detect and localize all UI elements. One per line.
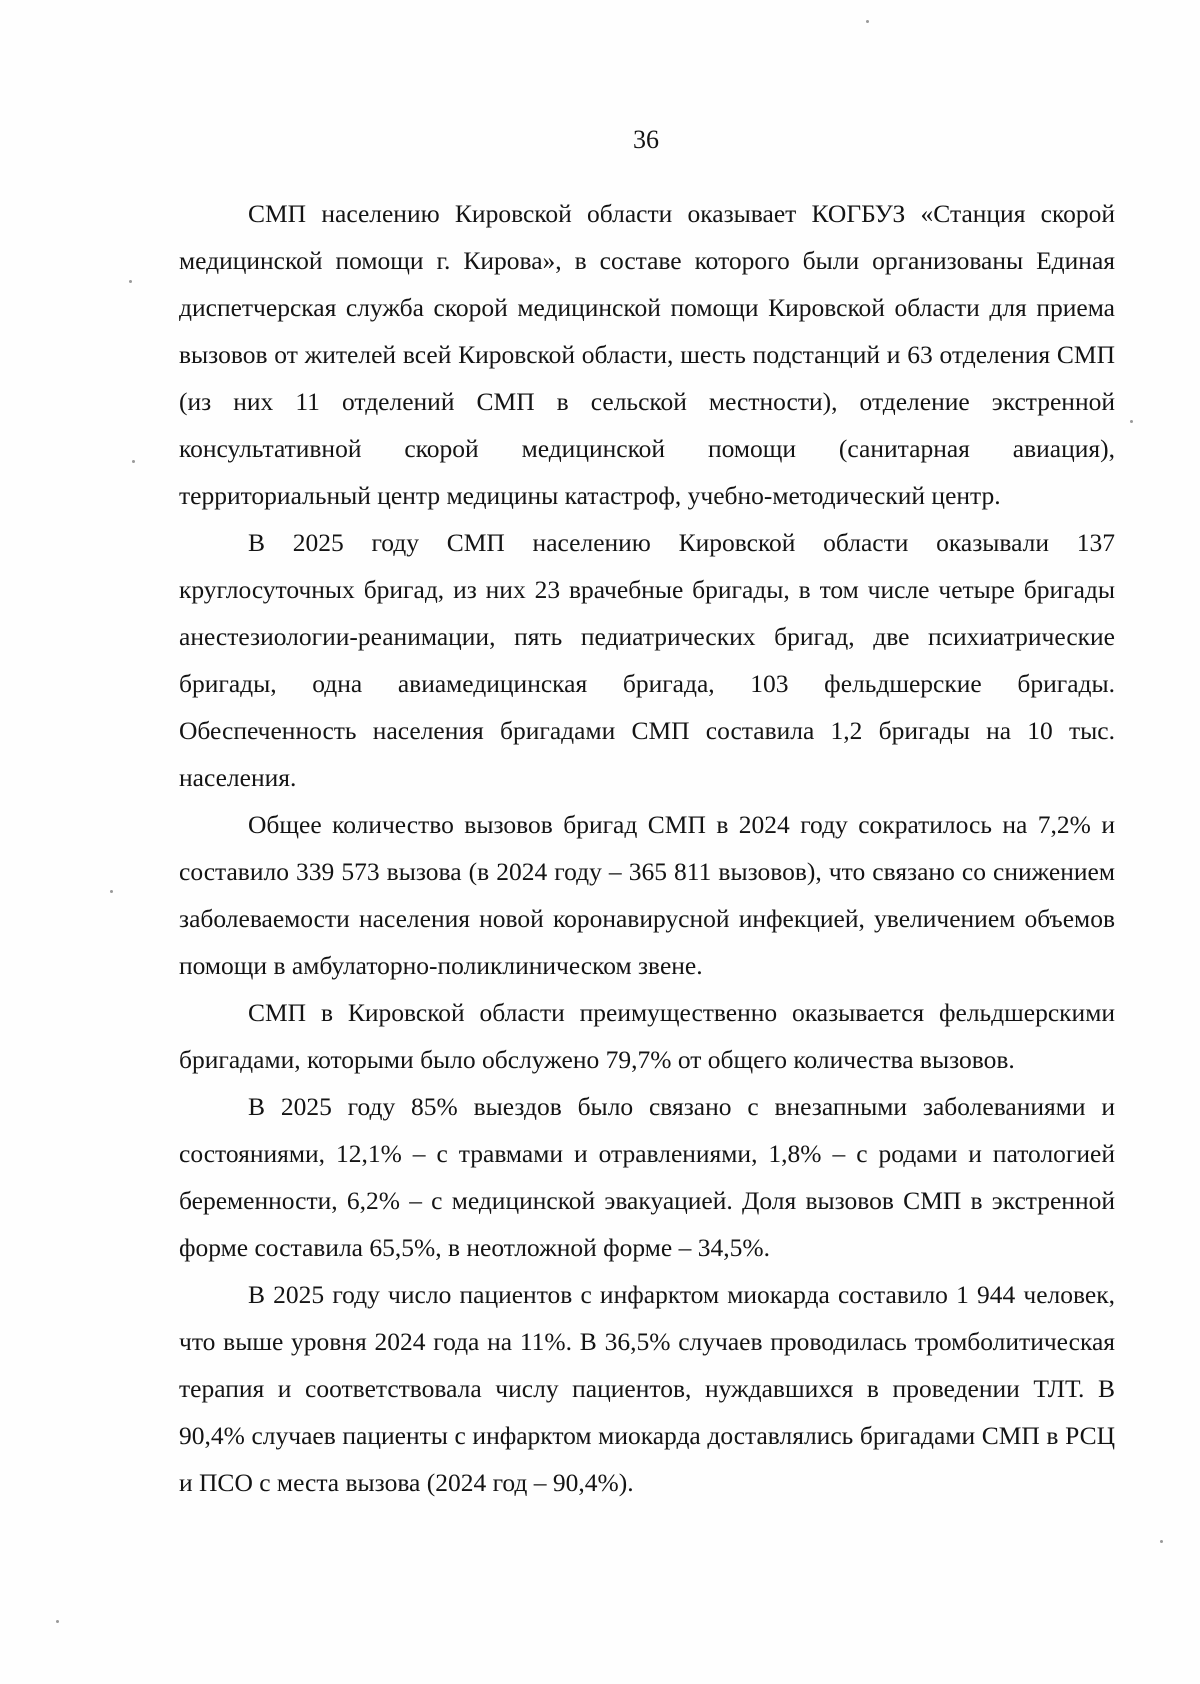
scan-speck [1130,420,1133,423]
scan-speck [1160,1540,1163,1543]
document-body [179,190,1115,1506]
paragraph-call-structure: В 2025 году 85% выездов было связано с внезапными заболеваниями и состояниями, 12,1% – с травмами и отравлениями, 1,8% – с родами и патологией беременности, 6,2% – с медицинской эвакуацией. Доля вызовов СМП в экстренной форме составила 65,5%, в неотложной форме – 34,5%. [179,1092,1115,1262]
scan-speck [132,460,135,463]
paragraph-paramedic-brigades: СМП в Кировской области преимущественно оказывается фельдшерскими бригадами, которыми было обслужено 79,7% от общего количества вызовов. [179,998,1115,1074]
scan-speck [110,890,113,893]
paragraph-call-volume: Общее количество вызовов бригад СМП в 2024 году сократилось на 7,2% и составило 339 573 вызова (в 2024 году – 365 811 вызовов), что связано со снижением заболеваемости населения новой коронавирусной инфекцией, увеличением объемов помощи в амбулаторно-поликлиническом звене. [179,810,1115,980]
scan-speck [129,280,132,283]
scan-speck [56,1620,59,1623]
paragraph-brigades-2025: В 2025 году СМП населению Кировской области оказывали 137 круглосуточных бригад, из них 23 врачебные бригады, в том числе четыре бригады анестезиологии-реанимации, пять педиатрических бригад, две психиатрические бригады, одна авиамедицинская бригада, 103 фельдшерские бригады. Обеспеченность населения бригадами СМП составила 1,2 бригады на 10 тыс. населения. [179,528,1115,792]
page-number: 36 [633,125,659,154]
scan-speck [866,20,869,23]
paragraph-smp-organization: СМП населению Кировской области оказывает КОГБУЗ «Станция скорой медицинской помощи г. Кирова», в составе которого были организованы Единая диспетчерская служба скорой медицинской помощи Кировской области для приема вызовов от жителей всей Кировской области, шесть подстанций и 63 отделения СМП (из них 11 отделений СМП в сельской местности), отделение экстренной консультативной скорой медицинской помощи (санитарная авиация), территориальный центр медицины катастроф, учебно-методический центр. [179,199,1115,510]
paragraph-myocardial-infarction: В 2025 году число пациентов с инфарктом миокарда составило 1 944 человек, что выше уровня 2024 года на 11%. В 36,5% случаев проводилась тромболитическая терапия и соответствовала числу пациентов, нуждавшихся в проведении ТЛТ. В 90,4% случаев пациенты с инфарктом миокарда доставлялись бригадами СМП в РСЦ и ПСО с места вызова (2024 год – 90,4%). [179,1280,1115,1497]
